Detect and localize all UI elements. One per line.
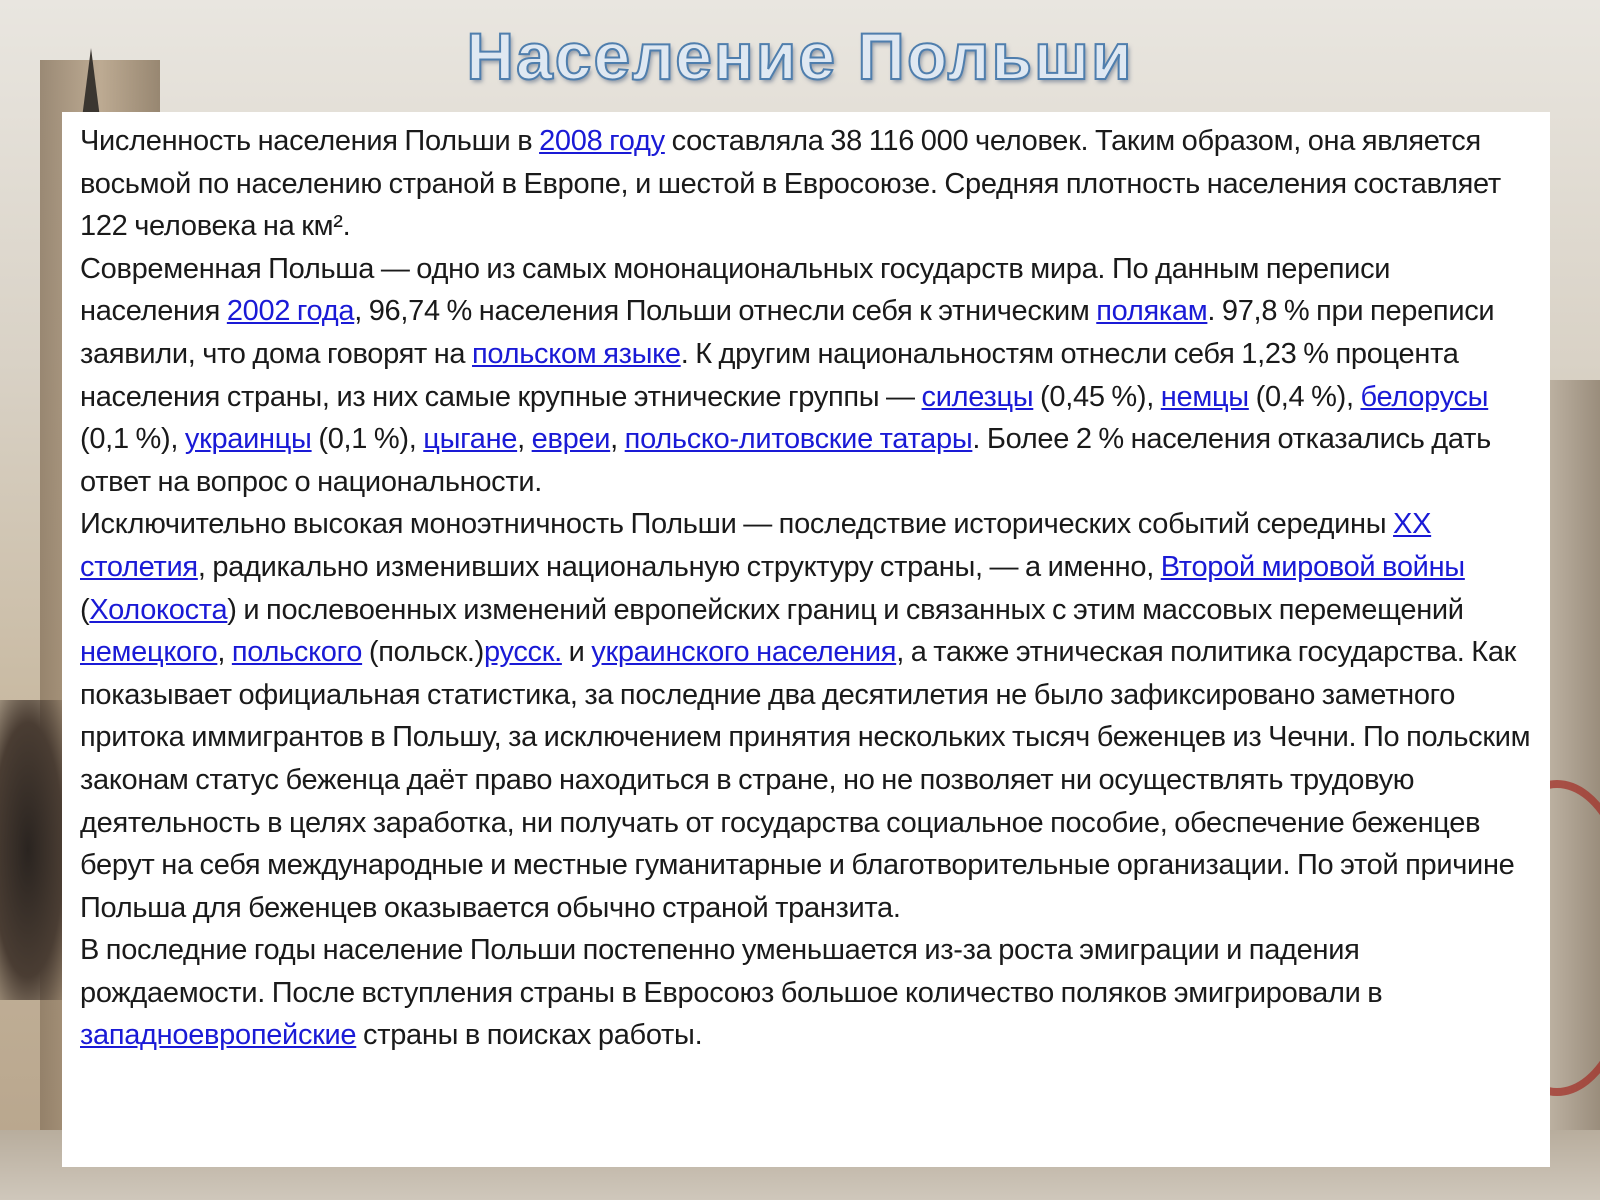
text-span: составляла 38 116 000 человек. Таким образом, она является восьмой по населению страной в Европе, и шестой в Евросоюзе. Средняя плотность населения составляет 122 человека на км².	[80, 125, 1501, 243]
text-span: , 96,74 % населения Польши отнесли себя к этническим	[354, 295, 1097, 328]
link-2008[interactable]: 2008 году	[539, 125, 665, 157]
link-lipka-tatars[interactable]: польско-литовские татары	[624, 423, 973, 456]
text-span: (польск.)	[362, 636, 484, 669]
background-horse	[0, 700, 70, 1000]
text-span: , радикально изменивших национальную структуру страны, — а именно,	[197, 550, 1161, 583]
text-span: . Более 2 % населения отказались дать ответ на вопрос о национальности.	[80, 423, 1491, 498]
link-polish-language[interactable]: польском языке	[472, 337, 681, 370]
paragraph-2	[80, 248, 1534, 504]
paragraph-1	[80, 120, 1534, 248]
link-silesians[interactable]: силезцы	[921, 380, 1034, 413]
text-span: ) и послевоенных изменений европейских границ и связанных с этим массовых перемещений	[227, 593, 1464, 626]
link-german[interactable]: немецкого	[80, 636, 218, 669]
link-holocaust[interactable]: Холокоста	[89, 593, 228, 626]
link-poles[interactable]: полякам	[1096, 295, 1208, 328]
text-span: и	[561, 636, 592, 669]
text-span: (0,4 %),	[1248, 380, 1361, 413]
paragraph-4	[80, 929, 1534, 1057]
body-text	[80, 120, 1534, 1057]
link-2002[interactable]: 2002 года	[226, 295, 355, 328]
link-ukrainian-population[interactable]: украинского населения	[591, 636, 897, 669]
link-ukrainians[interactable]: украинцы	[184, 423, 312, 456]
text-span: ,	[517, 423, 532, 456]
link-western-european[interactable]: западноевропейские	[80, 1019, 357, 1052]
text-span: ,	[217, 636, 232, 669]
text-span: (0,45 %),	[1033, 380, 1161, 413]
text-panel	[62, 112, 1550, 1167]
text-span: Численность населения Польши в	[80, 125, 540, 157]
link-germans[interactable]: немцы	[1160, 380, 1249, 413]
text-span: (0,1 %),	[80, 423, 185, 456]
text-span: страны в поисках работы.	[356, 1019, 703, 1052]
link-russian[interactable]: русск.	[483, 636, 562, 669]
link-20th-century[interactable]: XX столетия	[80, 508, 1432, 583]
link-belarusians[interactable]: белорусы	[1360, 380, 1489, 413]
text-span: (	[80, 593, 90, 626]
link-polish[interactable]: польского	[231, 636, 363, 669]
text-span: . К другим национальностям отнесли себя 1,23 % процента населения страны, из них самые крупные этнические группы —	[80, 337, 1459, 413]
link-roma[interactable]: цыгане	[423, 423, 518, 456]
slide-title: Население Польши	[466, 19, 1134, 93]
text-span: Современная Польша — одно из самых мононациональных государств мира. По данным переписи населения	[80, 252, 1391, 328]
text-span: , а также этническая политика государства. Как показывает официальная статистика, за последние два десятилетия не было зафиксировано заметного притока иммигрантов в Польшу, за исключением принятия нескольких тысяч беженцев из Чечни. По польским законам статус беженца даёт право находиться в стране, но не позволяет ни осуществлять трудовую деятельность в целях заработка, ни получать от государства социальное пособие, обеспечение беженцев берут на себя международные и местные гуманитарные и благотворительные организации. По этой причине Польша для беженцев оказывается обычно страной транзита.	[80, 636, 1531, 924]
paragraph-3	[80, 503, 1534, 929]
text-span: ,	[610, 423, 625, 456]
text-span: В последние годы население Польши постепенно уменьшается из-за роста эмиграции и падения рождаемости. После вступления страны в Евросоюз большое количество поляков эмигрировали в	[80, 934, 1383, 1009]
text-span: . 97,8 % при переписи заявили, что дома говорят на	[80, 295, 1495, 370]
link-world-war-2[interactable]: Второй мировой войны	[1160, 550, 1465, 583]
text-span: Исключительно высокая моноэтничность Польши — последствие исторических событий середины	[80, 508, 1394, 541]
link-jews[interactable]: евреи	[531, 423, 611, 456]
text-span: (0,1 %),	[311, 423, 424, 456]
